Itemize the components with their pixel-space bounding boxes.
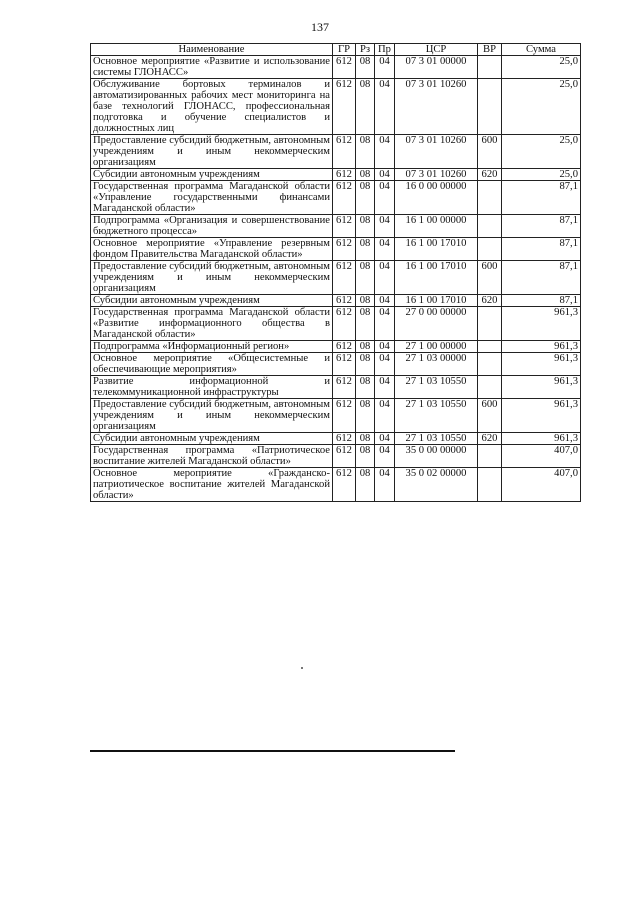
cell-csr: 16 1 00 00000 xyxy=(395,215,478,238)
cell-vr xyxy=(478,353,502,376)
table-row xyxy=(91,341,581,353)
cell-vr xyxy=(478,445,502,468)
cell-csr: 16 1 00 17010 xyxy=(395,295,478,307)
cell-rz: 08 xyxy=(356,399,375,433)
cell-vr xyxy=(478,341,502,353)
cell-name: Субсидии автономным учреждениям xyxy=(91,433,333,445)
header-name: Наименование xyxy=(91,44,333,56)
table-row xyxy=(91,445,581,468)
cell-gr: 612 xyxy=(333,399,356,433)
cell-name: Развитие информационной и телекоммуникационной инфраструктуры xyxy=(91,376,333,399)
cell-rz: 08 xyxy=(356,307,375,341)
table-row xyxy=(91,261,581,295)
cell-pr: 04 xyxy=(375,79,395,135)
table-row xyxy=(91,307,581,341)
cell-vr xyxy=(478,79,502,135)
cell-sum: 25,0 xyxy=(502,135,581,169)
cell-pr: 04 xyxy=(375,295,395,307)
cell-name: Государственная программа Магаданской области «Управление государственными финансами Магаданской области» xyxy=(91,181,333,215)
header-vr: ВР xyxy=(478,44,502,56)
header-gr: ГР xyxy=(333,44,356,56)
cell-csr: 07 3 01 10260 xyxy=(395,135,478,169)
cell-pr: 04 xyxy=(375,433,395,445)
header-rz: Рз xyxy=(356,44,375,56)
cell-csr: 16 1 00 17010 xyxy=(395,261,478,295)
cell-sum: 961,3 xyxy=(502,341,581,353)
cell-vr: 600 xyxy=(478,135,502,169)
cell-sum: 25,0 xyxy=(502,79,581,135)
cell-gr: 612 xyxy=(333,56,356,79)
header-sum: Сумма xyxy=(502,44,581,56)
cell-pr: 04 xyxy=(375,341,395,353)
cell-pr: 04 xyxy=(375,468,395,502)
cell-name: Основное мероприятие «Гражданско-патриотическое воспитание жителей Магаданской области» xyxy=(91,468,333,502)
table-row xyxy=(91,215,581,238)
cell-sum: 87,1 xyxy=(502,295,581,307)
cell-pr: 04 xyxy=(375,135,395,169)
cell-rz: 08 xyxy=(356,215,375,238)
cell-gr: 612 xyxy=(333,238,356,261)
cell-sum: 407,0 xyxy=(502,468,581,502)
cell-gr: 612 xyxy=(333,353,356,376)
cell-vr xyxy=(478,307,502,341)
header-csr: ЦСР xyxy=(395,44,478,56)
table-row xyxy=(91,353,581,376)
cell-vr xyxy=(478,215,502,238)
cell-name: Основное мероприятие «Развитие и использование системы ГЛОНАСС» xyxy=(91,56,333,79)
cell-rz: 08 xyxy=(356,181,375,215)
cell-csr: 07 3 01 10260 xyxy=(395,169,478,181)
page-number: 137 xyxy=(311,20,329,34)
cell-vr xyxy=(478,238,502,261)
cell-name: Обслуживание бортовых терминалов и автоматизированных рабочих мест мониторинга на базе технологий ГЛОНАСС, профессиональная подготовка и обучение специалистов и должностных лиц xyxy=(91,79,333,135)
cell-vr: 620 xyxy=(478,295,502,307)
cell-name: Предоставление субсидий бюджетным, автономным учреждениям и иным некоммерческим организациям xyxy=(91,399,333,433)
cell-rz: 08 xyxy=(356,468,375,502)
cell-name: Предоставление субсидий бюджетным, автономным учреждениям и иным некоммерческим организациям xyxy=(91,135,333,169)
table-row xyxy=(91,56,581,79)
cell-vr: 600 xyxy=(478,261,502,295)
table-row xyxy=(91,238,581,261)
cell-rz: 08 xyxy=(356,376,375,399)
cell-csr: 27 1 00 00000 xyxy=(395,341,478,353)
cell-gr: 612 xyxy=(333,445,356,468)
cell-rz: 08 xyxy=(356,445,375,468)
cell-sum: 87,1 xyxy=(502,181,581,215)
cell-gr: 612 xyxy=(333,215,356,238)
cell-rz: 08 xyxy=(356,135,375,169)
cell-pr: 04 xyxy=(375,238,395,261)
table-row xyxy=(91,399,581,433)
cell-csr: 27 1 03 10550 xyxy=(395,399,478,433)
cell-vr: 620 xyxy=(478,169,502,181)
cell-gr: 612 xyxy=(333,376,356,399)
cell-csr: 27 1 03 10550 xyxy=(395,376,478,399)
cell-gr: 612 xyxy=(333,307,356,341)
cell-pr: 04 xyxy=(375,215,395,238)
cell-csr: 07 3 01 10260 xyxy=(395,79,478,135)
cell-pr: 04 xyxy=(375,399,395,433)
cell-csr: 35 0 02 00000 xyxy=(395,468,478,502)
cell-name: Подпрограмма «Организация и совершенствование бюджетного процесса» xyxy=(91,215,333,238)
cell-vr xyxy=(478,181,502,215)
cell-vr: 600 xyxy=(478,399,502,433)
cell-name: Субсидии автономным учреждениям xyxy=(91,295,333,307)
cell-csr: 27 1 03 10550 xyxy=(395,433,478,445)
cell-name: Субсидии автономным учреждениям xyxy=(91,169,333,181)
cell-gr: 612 xyxy=(333,261,356,295)
table-body xyxy=(91,56,581,502)
table-row xyxy=(91,376,581,399)
cell-gr: 612 xyxy=(333,341,356,353)
table-row xyxy=(91,169,581,181)
cell-name: Государственная программа Магаданской области «Развитие информационного общества в Магаданской области» xyxy=(91,307,333,341)
cell-gr: 612 xyxy=(333,135,356,169)
footer-rule xyxy=(90,750,455,752)
cell-vr xyxy=(478,376,502,399)
table-header-row xyxy=(91,44,581,56)
cell-pr: 04 xyxy=(375,169,395,181)
cell-gr: 612 xyxy=(333,169,356,181)
scan-speck xyxy=(301,667,303,669)
cell-name: Подпрограмма «Информационный регион» xyxy=(91,341,333,353)
cell-name: Государственная программа «Патриотическое воспитание жителей Магаданской области» xyxy=(91,445,333,468)
cell-vr xyxy=(478,56,502,79)
cell-sum: 407,0 xyxy=(502,445,581,468)
table-row xyxy=(91,181,581,215)
cell-pr: 04 xyxy=(375,445,395,468)
cell-csr: 35 0 00 00000 xyxy=(395,445,478,468)
cell-sum: 961,3 xyxy=(502,399,581,433)
budget-table xyxy=(90,43,581,502)
cell-rz: 08 xyxy=(356,261,375,295)
cell-rz: 08 xyxy=(356,169,375,181)
cell-rz: 08 xyxy=(356,433,375,445)
table-row xyxy=(91,433,581,445)
cell-sum: 87,1 xyxy=(502,261,581,295)
cell-vr xyxy=(478,468,502,502)
cell-pr: 04 xyxy=(375,307,395,341)
cell-rz: 08 xyxy=(356,79,375,135)
cell-sum: 961,3 xyxy=(502,353,581,376)
cell-pr: 04 xyxy=(375,261,395,295)
cell-name: Основное мероприятие «Общесистемные и обеспечивающие мероприятия» xyxy=(91,353,333,376)
cell-gr: 612 xyxy=(333,79,356,135)
cell-sum: 961,3 xyxy=(502,307,581,341)
cell-sum: 25,0 xyxy=(502,56,581,79)
cell-pr: 04 xyxy=(375,181,395,215)
table-row xyxy=(91,468,581,502)
table-row xyxy=(91,79,581,135)
cell-rz: 08 xyxy=(356,238,375,261)
cell-csr: 16 1 00 17010 xyxy=(395,238,478,261)
cell-vr: 620 xyxy=(478,433,502,445)
cell-sum: 25,0 xyxy=(502,169,581,181)
header-pr: Пр xyxy=(375,44,395,56)
cell-gr: 612 xyxy=(333,433,356,445)
cell-rz: 08 xyxy=(356,341,375,353)
cell-rz: 08 xyxy=(356,56,375,79)
cell-pr: 04 xyxy=(375,353,395,376)
cell-rz: 08 xyxy=(356,353,375,376)
cell-pr: 04 xyxy=(375,376,395,399)
cell-name: Предоставление субсидий бюджетным, автономным учреждениям и иным некоммерческим организациям xyxy=(91,261,333,295)
cell-gr: 612 xyxy=(333,181,356,215)
cell-csr: 27 0 00 00000 xyxy=(395,307,478,341)
cell-csr: 07 3 01 00000 xyxy=(395,56,478,79)
cell-sum: 961,3 xyxy=(502,376,581,399)
cell-csr: 16 0 00 00000 xyxy=(395,181,478,215)
cell-rz: 08 xyxy=(356,295,375,307)
cell-name: Основное мероприятие «Управление резервным фондом Правительства Магаданской области» xyxy=(91,238,333,261)
cell-sum: 961,3 xyxy=(502,433,581,445)
table-row xyxy=(91,295,581,307)
cell-sum: 87,1 xyxy=(502,215,581,238)
cell-csr: 27 1 03 00000 xyxy=(395,353,478,376)
cell-gr: 612 xyxy=(333,295,356,307)
table-row xyxy=(91,135,581,169)
cell-pr: 04 xyxy=(375,56,395,79)
cell-gr: 612 xyxy=(333,468,356,502)
cell-sum: 87,1 xyxy=(502,238,581,261)
